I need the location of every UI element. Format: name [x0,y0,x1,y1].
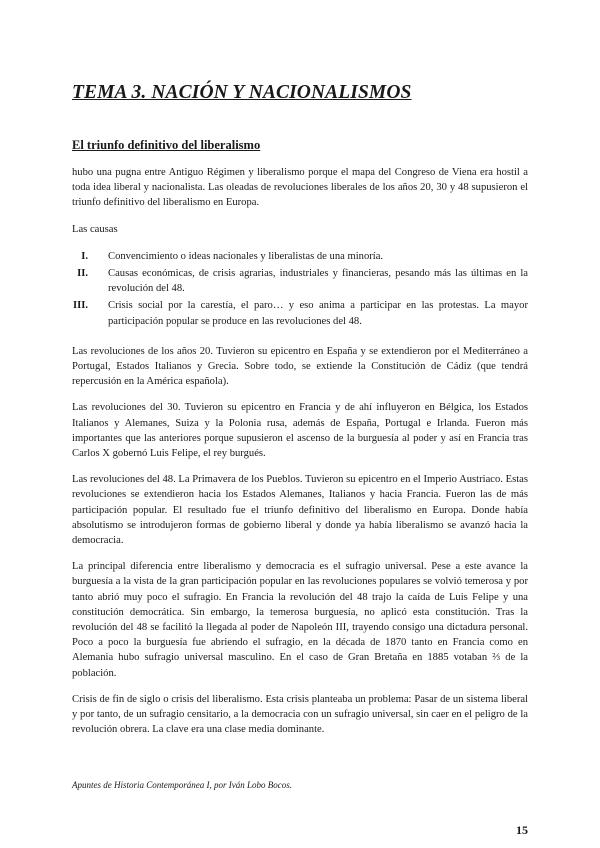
paragraph-liberalism-democracy: La principal diferencia entre liberalismo y democracia es el sufragio universal. Pese a este avance la burguesía a la vista de la gran participación popular en las revoluciones populares se volvió temerosa y por tanto abrió muy poco el sufragio. En Francia la revolución del 48 trajo la caída de Luis Felipe y una constitución democrática. Sin embargo, la temerosa burguesía, no aplicó esta constitución. Tras la revolución del 48 se facilitó la llegada al poder de Napoleón III, trayendo consigo una dictadura personal. Poco a poco la burguesía fue abriendo el sufragio, en la década de 1870 tanto en Francia como en Alemania hubo sufragio universal masculino. En el caso de Gran Bretaña en 1885 votaban ⅔ de la población. [72,561,528,679]
causes-list [72,249,528,329]
paragraph-crisis: Crisis de fin de siglo o crisis del liberalismo. Esta crisis planteaba un problema: Pasar de un sistema liberal y por tanto, de un sufragio censitario, a la democracia con un sufragio universal, sin caer en el peligro de la revolución obrera. La clave era una clase media dominante. [72,693,528,736]
list-item [72,266,528,296]
list-item-number: I. [81,250,88,262]
list-item-text: Causas económicas, de crisis agrarias, industriales y financieras, pesando más las últimas en la revolución del 48. [108,268,528,295]
list-item [72,298,528,328]
page-number: 15 [516,823,528,837]
paragraph-revolutions-20: Las revoluciones de los años 20. Tuvieron su epicentro en España y se extendieron por el Mediterráneo a Portugal, Estados Italianos y Grecia. Sobre todo, se extiende la Constitución de Cádiz (que tendrá repercusión en la América española). [72,345,528,388]
section-heading: El triunfo definitivo del liberalismo [72,138,261,152]
list-item-number: II. [77,268,88,280]
document-body [72,165,528,749]
page-footer: Apuntes de Historia Contemporánea I, por Iván Lobo Bocos. [72,780,292,790]
list-item-number: III. [72,300,88,312]
intro-paragraph: hubo una pugna entre Antiguo Régimen y liberalismo porque el mapa del Congreso de Viena era hostil a toda idea liberal y nacionalista. Las oleadas de revoluciones liberales de los años 20, 30 y 48 supusieron el triunfo definitivo del liberalismo en Europa. [72,167,528,209]
list-item-text: Crisis social por la carestía, el paro… y eso anima a participar en las protestas. La mayor participación popular se produce en las revoluciones del 48. [108,300,528,327]
list-item [72,249,528,264]
paragraph-revolutions-48: Las revoluciones del 48. La Primavera de los Pueblos. Tuvieron su epicentro en el Imperio Austriaco. Estas revoluciones se extendieron hacia los Estados Alemanes, Italianos y hacia Francia. Fueron las de más participación popular. El resultado fue el triunfo definitivo del liberalismo en Europa. Donde había absolutismo se introdujeron formas de gobierno liberal y donde ya había liberalismo se avanzó hacia la democracia. [72,474,528,547]
list-item-text: Convencimiento o ideas nacionales y liberalistas de una minoría. [108,250,384,262]
page-title: TEMA 3. NACIÓN Y NACIONALISMOS [72,82,412,103]
causes-label: Las causas [72,223,118,235]
paragraph-revolutions-30: Las revoluciones del 30. Tuvieron su epicentro en Francia y de ahí influyeron en Bélgica, los Estados Italianos y Alemanes, Suiza y la Polonia rusa, además de España, Portugal e Irlanda. Fueron más importantes que las anteriores porque supusieron el ascenso de la burguesía al poder y así en Francia tras Carlos X gobernó Luis Felipe, el rey burgués. [72,402,528,460]
